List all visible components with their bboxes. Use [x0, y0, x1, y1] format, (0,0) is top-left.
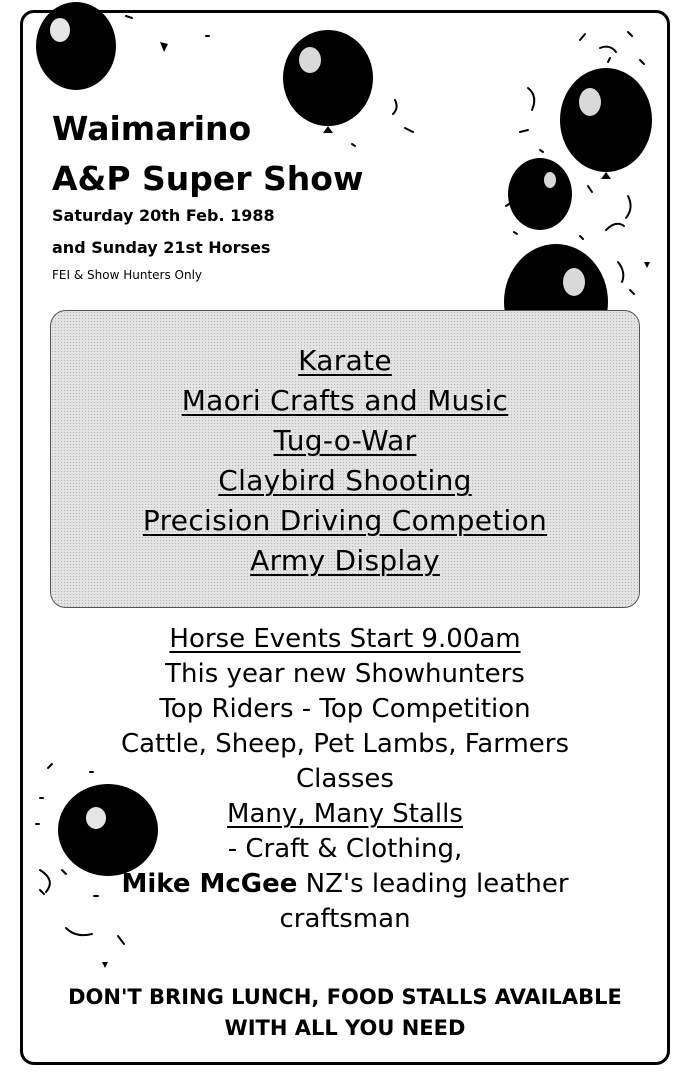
- event-item: Army Display: [250, 544, 440, 577]
- leather-craftsman-line: [20, 867, 670, 902]
- footer-notice: [20, 982, 670, 1044]
- events-box: [50, 310, 640, 608]
- date-line-1: Saturday 20th Feb. 1988: [52, 206, 275, 225]
- event-item: Claybird Shooting: [218, 464, 472, 497]
- date-line-2: and Sunday 21st Horses: [52, 238, 271, 257]
- events-list: [51, 341, 639, 581]
- craftsman-name: Mike McGee: [121, 869, 298, 899]
- stalls-heading: Many, Many Stalls: [227, 799, 463, 829]
- show-title: [52, 104, 363, 204]
- event-item: Karate: [298, 344, 392, 377]
- title-line-2: A&P Super Show: [52, 159, 364, 198]
- craftsman-line-2: craftsman: [279, 904, 411, 934]
- details-section: [20, 622, 670, 937]
- craftsman-description: NZ's leading leather: [297, 869, 569, 899]
- horse-events-start: Horse Events Start 9.00am: [169, 624, 521, 654]
- livestock-classes-line: Cattle, Sheep, Pet Lambs, Farmers: [120, 729, 570, 759]
- top-riders: Top Riders - Top Competition: [159, 694, 531, 724]
- footer-line-2: WITH ALL YOU NEED: [224, 1016, 466, 1040]
- event-item: Maori Crafts and Music: [181, 384, 509, 417]
- event-item: Tug-o-War: [273, 424, 417, 457]
- new-showhunters: This year new Showhunters: [165, 659, 525, 689]
- livestock-classes-line-2: Classes: [296, 764, 394, 794]
- title-line-1: Waimarino: [52, 109, 252, 148]
- date-note: FEI & Show Hunters Only: [52, 268, 203, 282]
- craft-clothing: - Craft & Clothing,: [227, 834, 463, 864]
- footer-line-1: DON'T BRING LUNCH, FOOD STALLS AVAILABLE: [68, 985, 622, 1009]
- event-item: Precision Driving Competion: [142, 504, 548, 537]
